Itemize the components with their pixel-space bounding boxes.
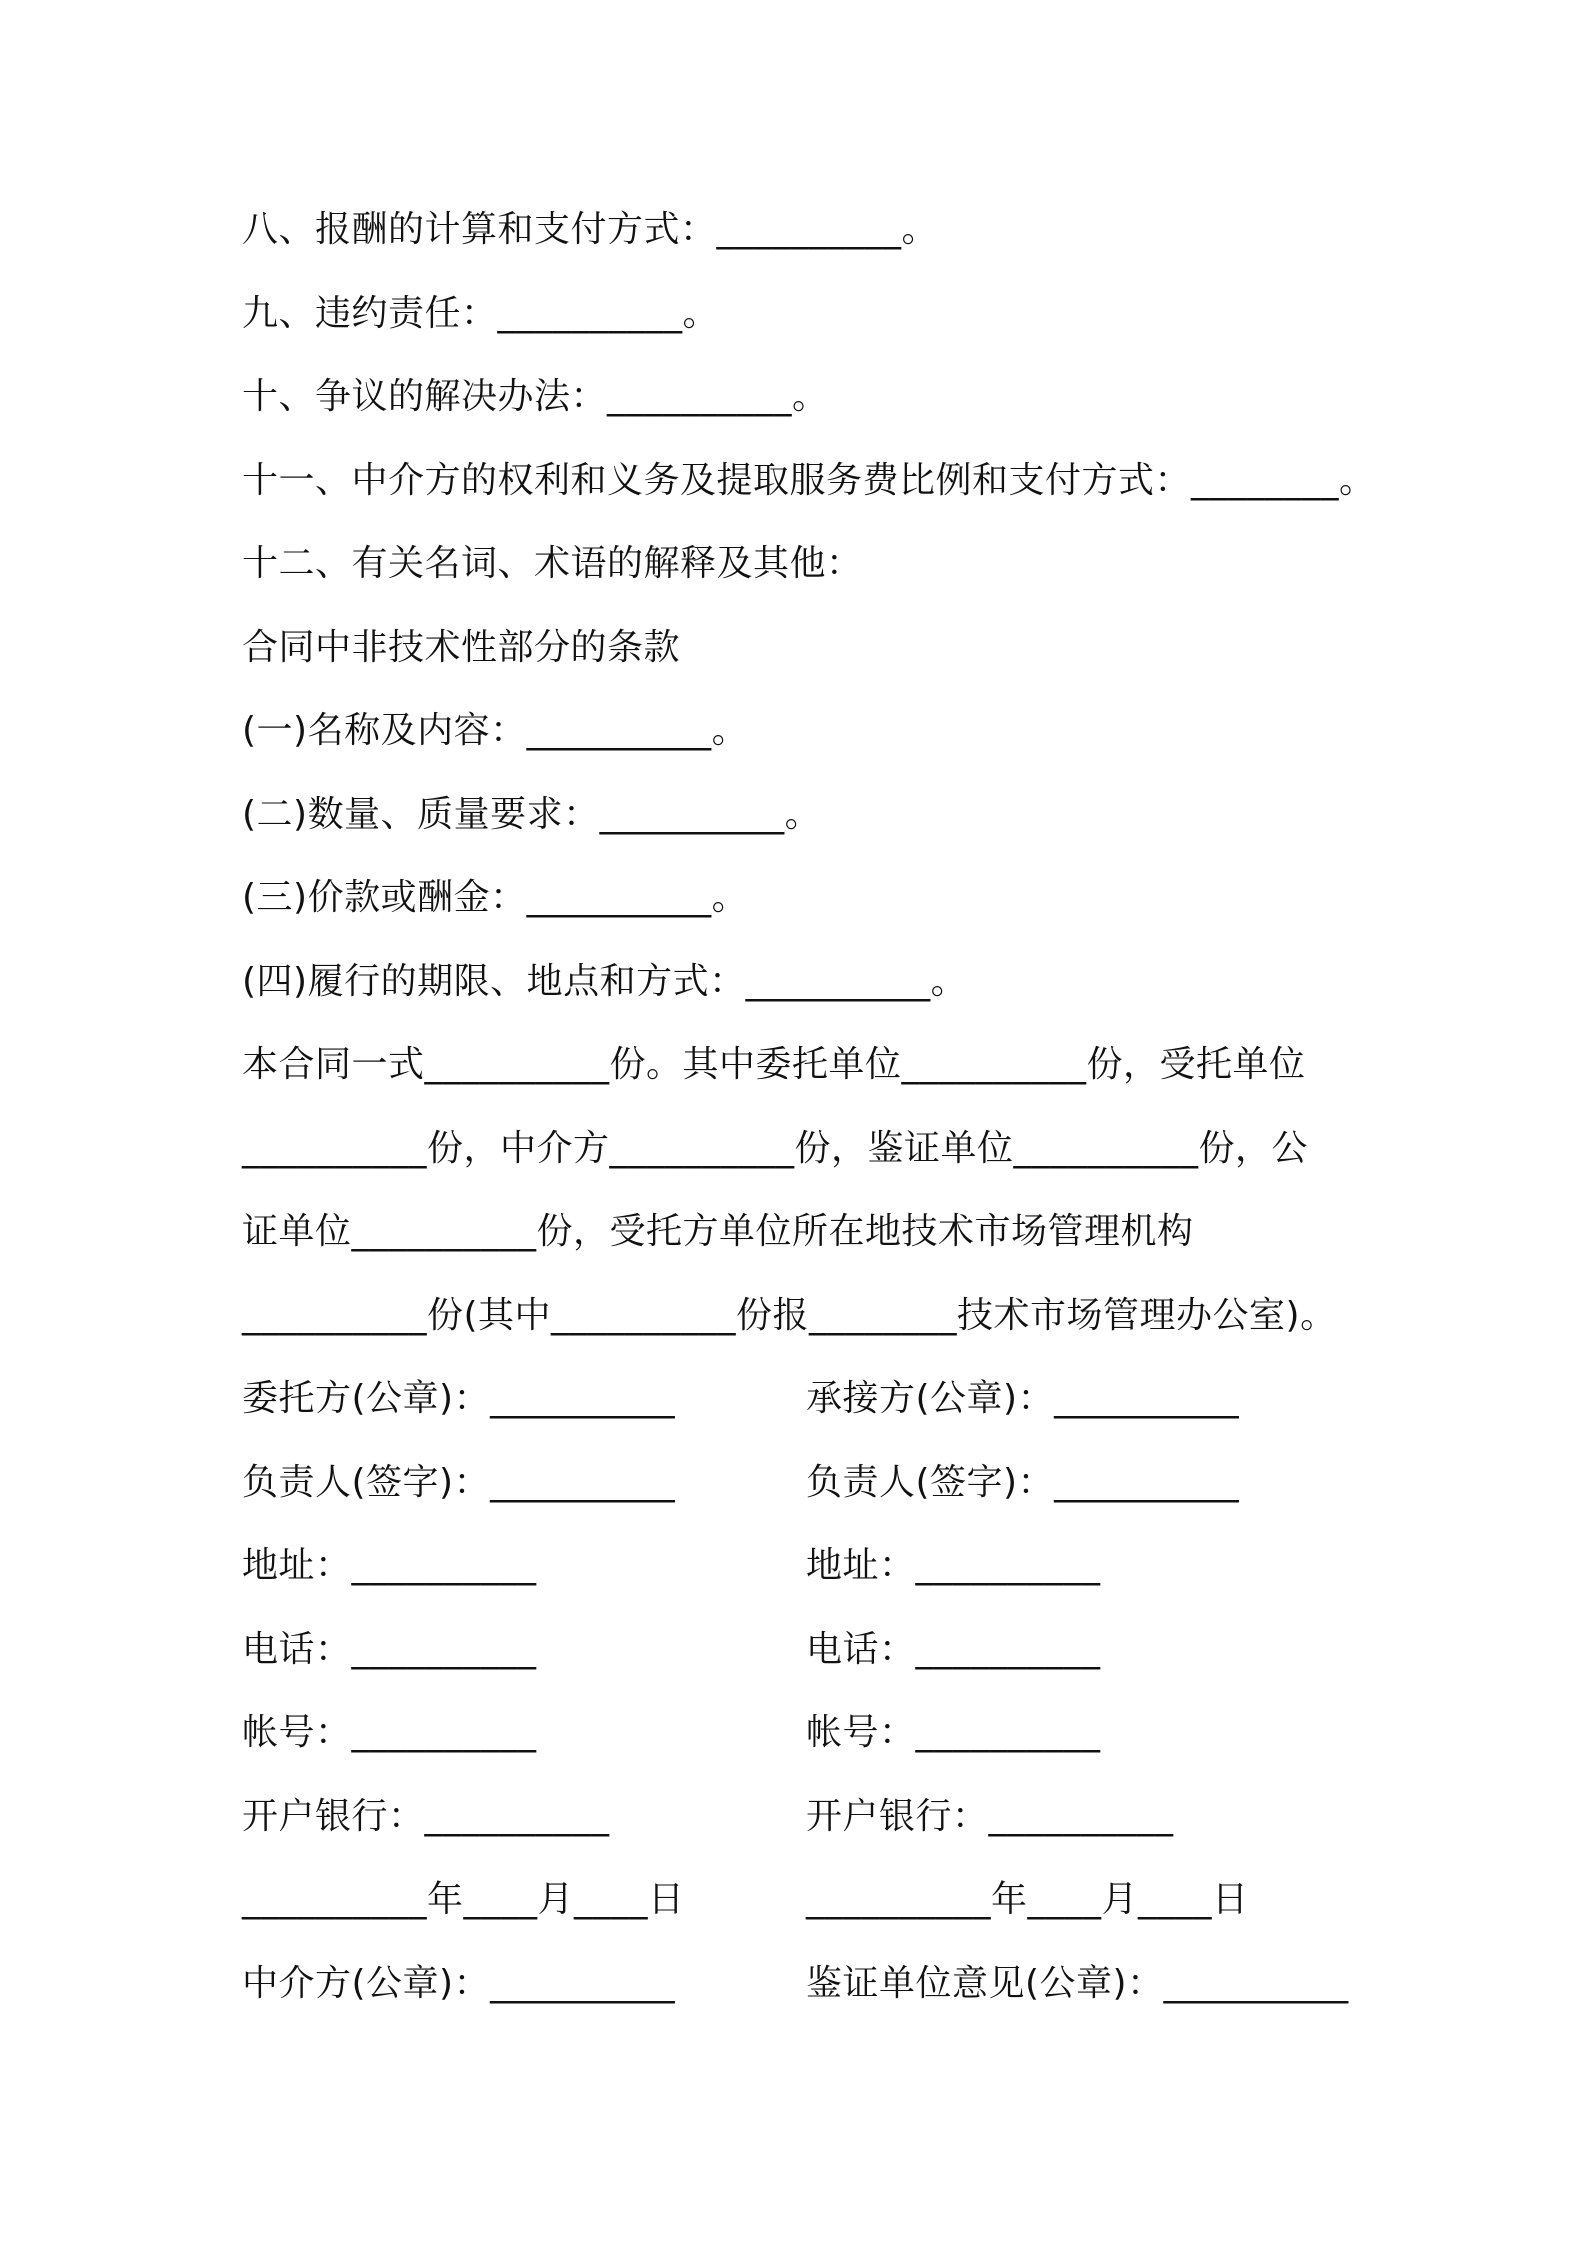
item-2-quantity-quality: (二)数量、质量要求：__________。 xyxy=(242,793,822,835)
clause-10-dispute: 十、争议的解决办法：__________。 xyxy=(242,376,829,417)
signature-row-intermediary xyxy=(242,1956,1372,2040)
clause-8-payment: 八、报酬的计算和支付方式：__________。 xyxy=(242,209,939,250)
item-4-performance: (四)履行的期限、地点和方式：__________。 xyxy=(242,960,968,1002)
signature-row-seal xyxy=(242,1371,1372,1455)
copies-line-4: __________份(其中__________份报________技术市场管理办公室)。 xyxy=(242,1294,1337,1336)
contractor-date-field: __________年____月____日 xyxy=(806,1879,1249,1920)
contract-body xyxy=(242,202,1376,2039)
item-1-name-content: (一)名称及内容：__________。 xyxy=(242,710,749,751)
client-bank-field: 开户银行：__________ xyxy=(242,1795,610,1837)
client-account-field: 帐号：__________ xyxy=(242,1712,537,1753)
intermediary-seal-field: 中介方(公章)：__________ xyxy=(242,1962,676,2004)
signature-row-bank xyxy=(242,1789,1372,1873)
copies-line-2: __________份，中介方__________份，鉴证单位__________份，公 xyxy=(242,1127,1309,1169)
signature-row-responsible xyxy=(242,1455,1372,1539)
item-3-price: (三)价款或酬金：__________。 xyxy=(242,877,749,918)
signature-row-date xyxy=(242,1872,1372,1956)
client-phone-field: 电话：__________ xyxy=(242,1628,537,1670)
signature-row-address xyxy=(242,1538,1372,1622)
contractor-phone-field: 电话：__________ xyxy=(806,1628,1101,1670)
client-address-field: 地址：__________ xyxy=(242,1545,537,1586)
client-responsible-field: 负责人(签字)：__________ xyxy=(242,1461,676,1503)
client-seal-field: 委托方(公章)：__________ xyxy=(242,1378,676,1419)
signature-row-phone xyxy=(242,1622,1372,1706)
contractor-address-field: 地址：__________ xyxy=(806,1545,1101,1586)
clause-11-intermediary: 十一、中介方的权利和义务及提取服务费比例和支付方式：________。 xyxy=(242,459,1376,501)
contractor-account-field: 帐号：__________ xyxy=(806,1712,1101,1753)
contractor-seal-field: 承接方(公章)：__________ xyxy=(806,1378,1240,1419)
clause-12-terms: 十二、有关名词、术语的解释及其他： xyxy=(242,543,863,584)
contractor-responsible-field: 负责人(签字)：__________ xyxy=(806,1461,1240,1503)
client-date-field: __________年____月____日 xyxy=(242,1879,685,1920)
contractor-bank-field: 开户银行：__________ xyxy=(806,1795,1174,1837)
signature-row-account xyxy=(242,1705,1372,1789)
copies-line-1: 本合同一式__________份。其中委托单位__________份，受托单位 xyxy=(242,1044,1306,1085)
non-technical-heading: 合同中非技术性部分的条款 xyxy=(242,626,681,668)
clause-9-liability: 九、违约责任：__________。 xyxy=(242,292,720,334)
verification-opinion-field: 鉴证单位意见(公章)：__________ xyxy=(806,1962,1349,2004)
copies-line-3: 证单位__________份，受托方单位所在地技术市场管理机构 xyxy=(242,1211,1194,1252)
